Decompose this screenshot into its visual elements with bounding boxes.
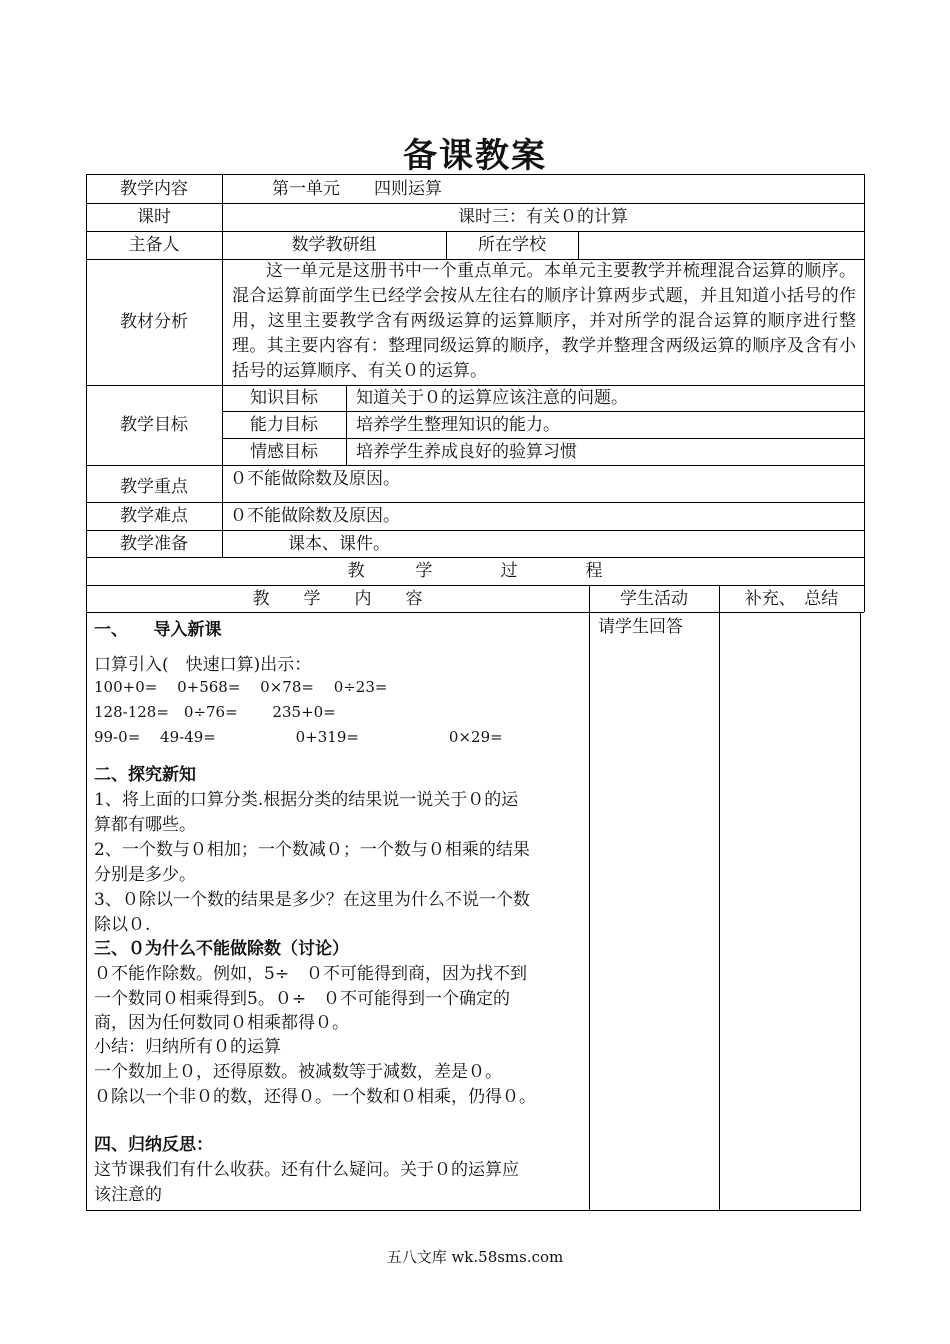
section-heading: 一、 导入新课 — [94, 620, 222, 640]
content-value: 第一单元 四则运算 — [272, 178, 442, 199]
table-border — [860, 612, 861, 1210]
goal-type: 情感目标 — [250, 441, 318, 462]
focus-label: 教学重点 — [120, 476, 188, 497]
goal-text: 培养学生整理知识的能力。 — [356, 414, 560, 435]
table-border — [864, 174, 865, 612]
content-line: 100+0= 0+568= 0×78= 0÷23= — [94, 678, 388, 696]
content-line: 一个数加上０，还得原数。被减数等于减数，差是０。 — [94, 1062, 502, 1082]
section-heading: 二、探究新知 — [94, 765, 196, 785]
difficulty-label: 教学难点 — [120, 506, 188, 526]
preparer-label: 主备人 — [128, 235, 180, 255]
analysis-text: 这一单元是这册书中一个重点单元。本单元主要教学并梳理混合运算的顺序。混合运算前面学生已经学会按从左往右的顺序计算两步式题，并且知道小括号的作用，这里主要教学含有两级运算的运算顺序，并对所学的混合运算的顺序进行整理。其主要内容有：整理同级运算的顺序，教学并整理含两级运算的顺序及含有小括号的运算顺序、有关０的运算。 — [232, 261, 856, 381]
process-header: 教 学 过 程 — [347, 561, 603, 581]
section-heading: 四、归纳反思： — [94, 1135, 213, 1155]
page-title: 备课教案 — [403, 136, 547, 176]
footer-watermark: 五八文库 wk.58sms.com — [386, 1248, 564, 1266]
content-line: 算都有哪些。 — [94, 815, 196, 835]
preparer-value: 数学教研组 — [291, 235, 377, 255]
student-activity: 请学生回答 — [598, 617, 683, 637]
col-summary-header: 补充、 总结 — [744, 588, 839, 609]
period-value: 课时三：有关０的计算 — [458, 207, 628, 227]
period-label: 课时 — [137, 207, 171, 227]
content-line: ０不能作除数。例如，5÷ ０不可能得到商，因为找不到 — [94, 964, 528, 984]
content-line: ０除以一个非０的数，还得０。一个数和０相乘，仍得０。 — [94, 1087, 536, 1107]
goals-label: 教学目标 — [120, 415, 188, 435]
content-line: 2、一个数与０相加；一个数减０；一个数与０相乘的结果 — [94, 840, 530, 860]
table-border — [589, 585, 590, 1210]
goal-type: 能力目标 — [250, 414, 318, 435]
col-student-header: 学生活动 — [620, 588, 688, 609]
table-border — [86, 1210, 861, 1211]
table-border — [346, 385, 347, 465]
school-value — [578, 231, 864, 259]
content-line: 口算引入( 快速口算)出示： — [94, 655, 312, 675]
content-line: 1、将上面的口算分类.根据分类的结果说一说关于０的运 — [94, 790, 519, 810]
content-line: 这节课我们有什么收获。还有什么疑问。关于０的运算应 — [94, 1160, 519, 1180]
table-border — [86, 612, 864, 613]
difficulty-text: ０不能做除数及原因。 — [230, 506, 400, 526]
table-border — [719, 585, 720, 1210]
content-line: 商，因为任何数同０相乘都得０。 — [94, 1013, 349, 1033]
content-line: 除以０. — [94, 915, 151, 935]
prep-text: 课本、课件。 — [288, 533, 390, 554]
content-line: 小结：归纳所有０的运算 — [94, 1037, 281, 1057]
goal-text: 培养学生养成良好的验算习惯 — [356, 441, 577, 462]
content-line: 99-0= 49-49= 0+319= 0×29= — [94, 728, 503, 746]
content-line: 3、０除以一个数的结果是多少？在这里为什么不说一个数 — [94, 890, 530, 910]
prep-label: 教学准备 — [120, 533, 188, 554]
goal-type: 知识目标 — [250, 388, 318, 408]
content-label: 教学内容 — [120, 178, 188, 199]
content-line: 该注意的 — [94, 1185, 162, 1205]
analysis-label: 教材分析 — [120, 312, 188, 332]
goal-text: 知道关于０的运算应该注意的问题。 — [356, 388, 628, 408]
content-line: 一个数同０相乘得到5。０÷ ０不可能得到一个确定的 — [94, 989, 511, 1009]
col-content-header: 教 学 内 容 — [252, 588, 423, 609]
content-line: 128-128= 0÷76= 235+0= — [94, 703, 336, 721]
school-label: 所在学校 — [478, 235, 546, 255]
content-line: 分别是多少。 — [94, 865, 196, 885]
focus-text: ０不能做除数及原因。 — [230, 469, 400, 489]
section-heading: 三、０为什么不能做除数（讨论） — [94, 939, 349, 959]
